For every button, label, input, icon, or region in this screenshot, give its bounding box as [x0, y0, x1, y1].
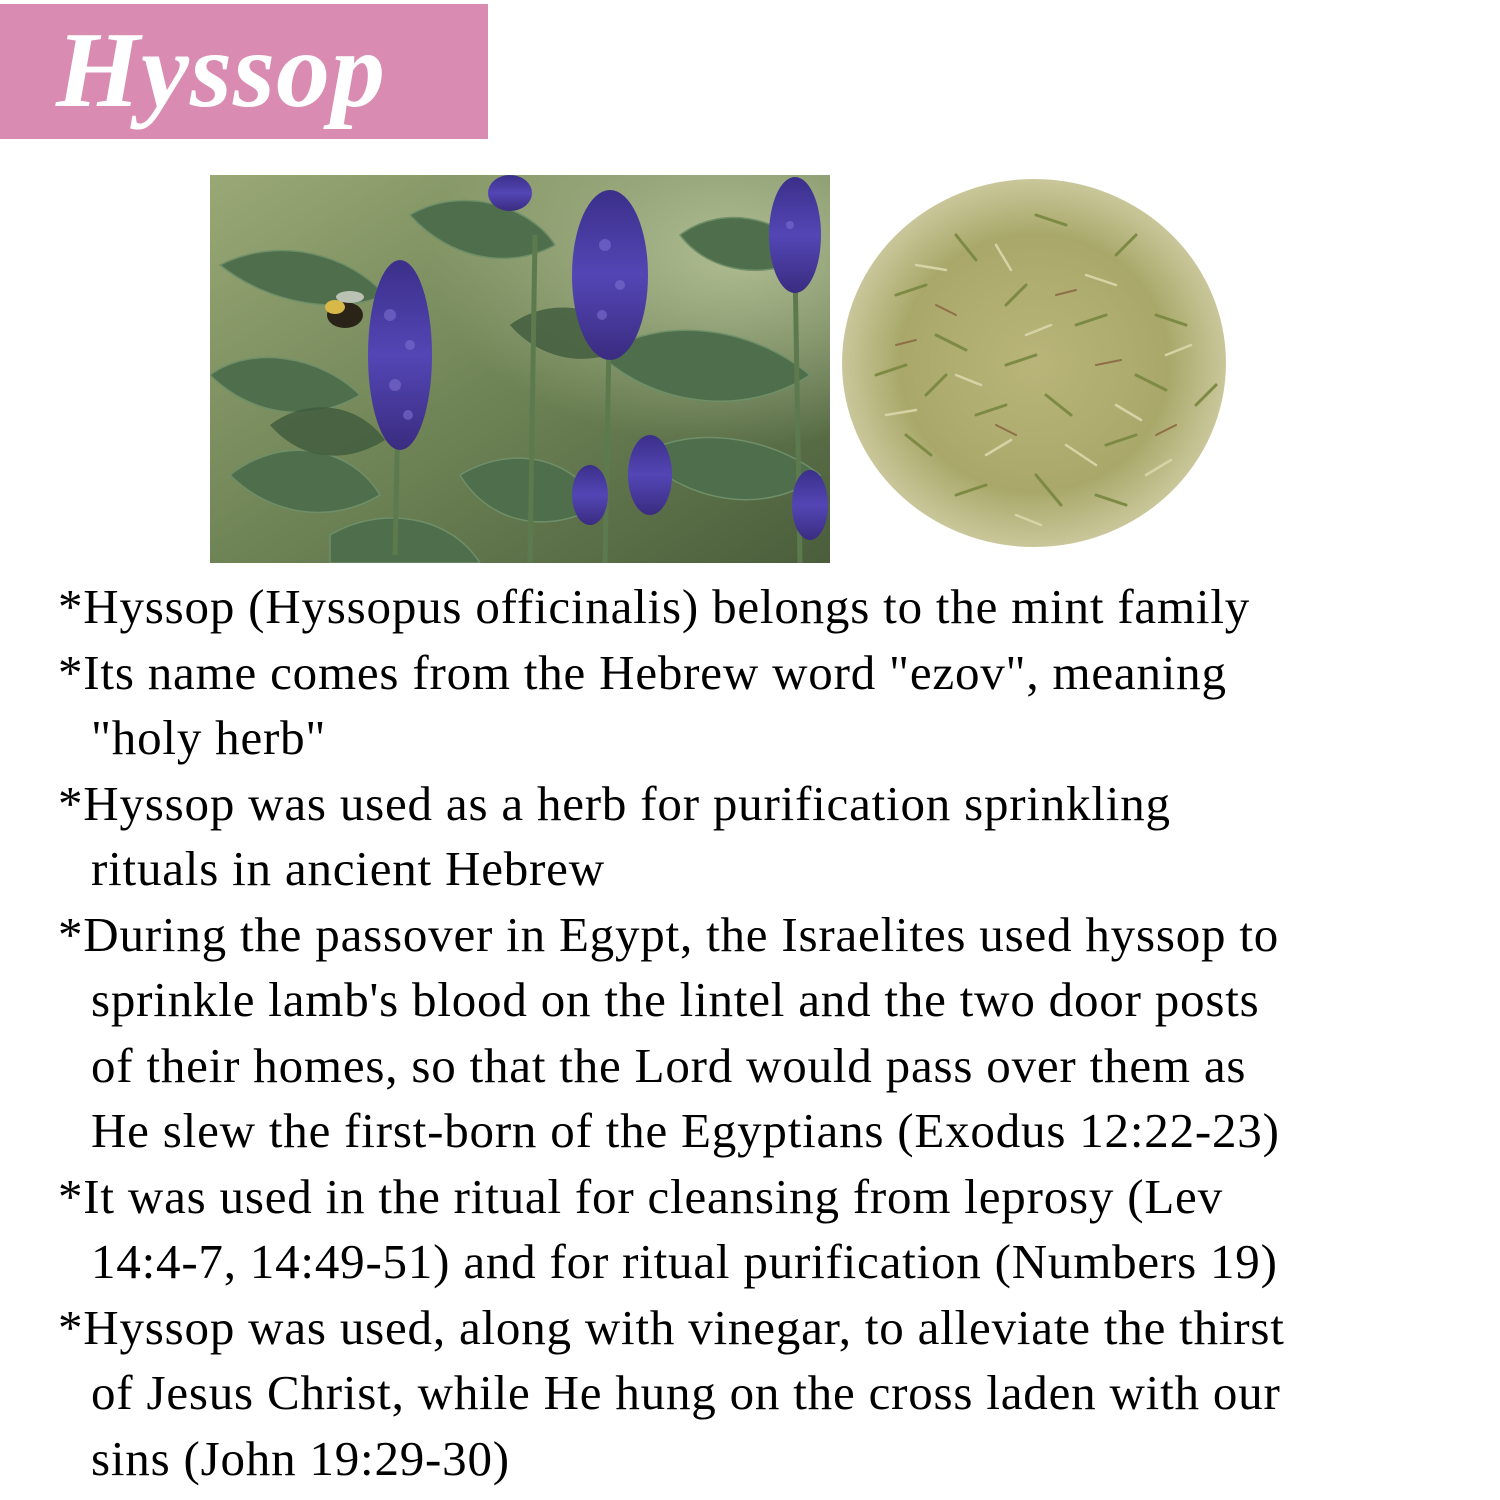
fact-line: of their homes, so that the Lord would pass over them as [91, 1037, 1247, 1093]
facts-list [58, 574, 1478, 1491]
fact-item [58, 1295, 1478, 1492]
fact-line: *Its name comes from the Hebrew word "ezov", meaning [58, 644, 1227, 700]
fact-line: of Jesus Christ, while He hung on the cross laden with our [91, 1365, 1281, 1420]
title-banner [0, 4, 488, 139]
fact-line: sprinkle lamb's blood on the lintel and the two door posts [91, 972, 1260, 1027]
fact-line: *It was used in the ritual for cleansing from leprosy (Lev [58, 1168, 1223, 1224]
page-title: Hyssop [56, 11, 386, 130]
dried-hyssop-photo [836, 175, 1236, 550]
hyssop-plant-photo [210, 175, 830, 563]
fact-line: *During the passover in Egypt, the Israelites used hyssop to [58, 906, 1280, 962]
fact-line: He slew the first-born of the Egyptians (Exodus 12:22-23) [91, 1103, 1280, 1158]
fact-line: *Hyssop (Hyssopus officinalis) belongs to the mint family [58, 579, 1251, 634]
fact-item [58, 771, 1478, 902]
fact-item [58, 902, 1478, 1164]
fact-line: 14:4-7, 14:49-51) and for ritual purification (Numbers 19) [91, 1234, 1278, 1289]
fact-line: sins (John 19:29-30) [91, 1430, 510, 1486]
fact-line: "holy herb" [91, 710, 327, 765]
fact-item [58, 574, 1478, 640]
fact-item [58, 1164, 1478, 1295]
fact-line: rituals in ancient Hebrew [91, 841, 605, 896]
fact-line: *Hyssop was used as a herb for purification sprinkling [58, 775, 1171, 831]
fact-item [58, 640, 1478, 771]
fact-line: *Hyssop was used, along with vinegar, to alleviate the thirst [58, 1299, 1285, 1355]
